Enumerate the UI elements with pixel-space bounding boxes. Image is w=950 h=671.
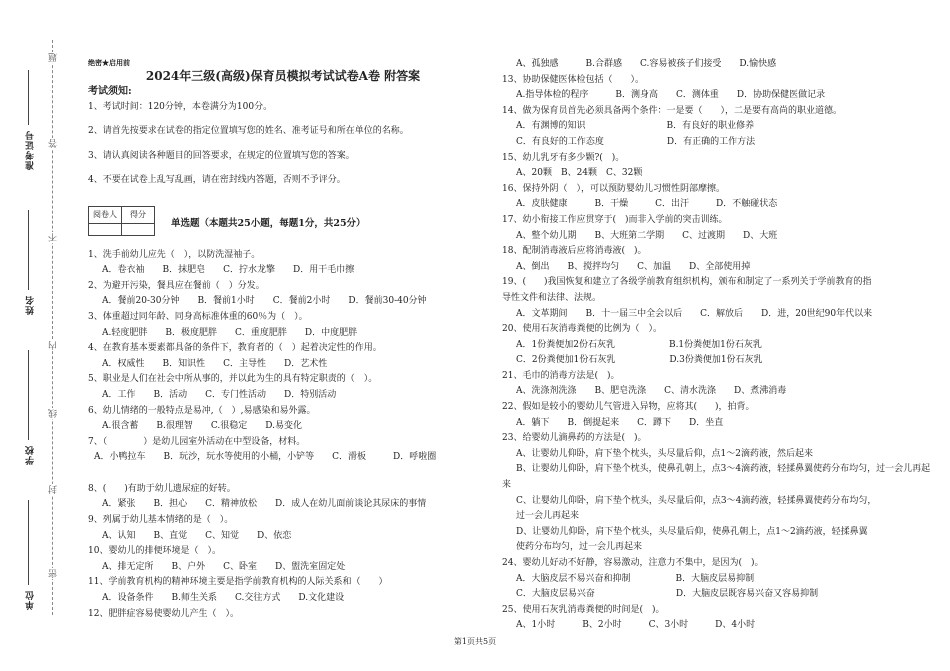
question: 12、肥胖症容易使婴幼儿产生（ ）。 bbox=[88, 608, 239, 619]
notes-heading: 考试须知: bbox=[88, 86, 132, 97]
exam-number-label: 准考证号 bbox=[26, 130, 36, 170]
question-option-continued: 使药分布均匀，过一会儿再起来 bbox=[516, 542, 643, 553]
question: 21、毛巾的消毒方法是( )。 bbox=[502, 370, 620, 381]
question-options: A.很含蓄 B.很理智 C.很稳定 D.易变化 bbox=[102, 421, 303, 432]
question: 6、幼儿情绪的一般特点是易冲,（ ）,易感染和易外露。 bbox=[88, 405, 316, 416]
question-options: A、认知 B、直觉 C、知觉 D、依恋 bbox=[102, 530, 292, 541]
seal-char: 答 bbox=[49, 139, 59, 148]
question-option: D、让婴幼儿仰卧，肩下垫个枕头，头尽量后仰，使鼻孔朝上，点1～2滴药液，轻揉鼻翼 bbox=[516, 526, 868, 537]
left-column bbox=[88, 58, 478, 622]
score-label: 得分 bbox=[122, 206, 155, 223]
grader-label: 阅卷人 bbox=[89, 206, 122, 223]
question: 18、配制消毒液后应将消毒液( )。 bbox=[502, 246, 647, 257]
question: 3、体重超过同年龄、同身高标准体重的60％为（ ）。 bbox=[88, 311, 308, 322]
question: 5、职业是人们在社会中所从事的，并以此为生的具有特定职责的（ ）。 bbox=[88, 374, 378, 385]
question-options: A．工作 B．活动 C．专门性活动 D．特别活动 bbox=[102, 389, 337, 400]
question: 25、使用石灰乳消毒粪便的时间是( )。 bbox=[502, 604, 665, 615]
question: 11、学前教育机构的精神环境主要是指学前教育机构的人际关系和（ ） bbox=[88, 577, 388, 588]
question-options: A、洗涤剂洗涤 B、肥皂洗涤 C、清水洗涤 D、煮沸消毒 bbox=[516, 386, 787, 397]
question: 16、保持外阴（ ），可以预防婴幼儿习惯性阴部摩擦。 bbox=[502, 183, 725, 194]
question: 20、使用石灰消毒粪便的比例为（ ）。 bbox=[502, 324, 662, 335]
question-options: A．紧张 B．担心 C．精神放松 D．成人在幼儿面前谈论其尿床的事情 bbox=[102, 499, 427, 510]
question-continued: 导性文件和法律、法规。 bbox=[502, 292, 602, 303]
question: 15、幼儿乳牙有多少颗?( )。 bbox=[502, 152, 625, 163]
question: 4、在教育基本要素都具备的条件下，教育者的（ ）起着决定性的作用。 bbox=[88, 343, 382, 354]
question-options: A、孤独感 B.合群感 C.容易被孩子们接受 D.愉快感 bbox=[516, 59, 777, 69]
question: 10、婴幼儿的排便环境是（ ）。 bbox=[88, 546, 221, 557]
question-options: C．大脑皮层易兴奋 D．大脑皮层既容易兴奋又容易抑制 bbox=[516, 589, 819, 600]
question-option: C、让婴幼儿仰卧，肩下垫个枕头，头尽量后仰，点3～4滴药液，轻揉鼻翼使药分布均匀， bbox=[516, 495, 877, 506]
question-options: A、倒出 B、搅拌均匀 C、加温 D、全部使用掉 bbox=[516, 261, 751, 272]
seal-char: 题 bbox=[49, 53, 59, 62]
question-options: A．设备条件 B.师生关系 C.交往方式 D.文化建设 bbox=[102, 593, 345, 604]
question-options: A、整个幼儿期 B、大班第二学期 C、过渡期 D、大班 bbox=[516, 230, 778, 241]
binding-margin bbox=[0, 0, 72, 671]
unit-label: 单位 bbox=[26, 590, 36, 610]
question-options: A．小鸭拉车 B．玩沙，玩水等使用的小桶，小铲等 C．滑板 D．呼啦圈 bbox=[94, 452, 437, 463]
seal-char: 线 bbox=[49, 409, 59, 418]
question-options: A．皮肤健康 B．干燥 C．出汗 D．不触碰状态 bbox=[516, 199, 778, 210]
exam-note: 1、考试时间：120分钟，本卷满分为100分。 bbox=[88, 101, 273, 112]
exam-note: 4、不要在试卷上乱写乱画，请在密封线内答题，否则不予评分。 bbox=[88, 175, 346, 186]
name-field[interactable] bbox=[28, 210, 29, 290]
exam-note: 3、请认真阅读各种题目的回答要求，在规定的位置填写您的答案。 bbox=[88, 150, 355, 161]
question-option-continued: 来 bbox=[502, 480, 512, 491]
unit-field[interactable] bbox=[28, 500, 29, 585]
question-options: A．餐前20-30分钟 B．餐前1小时 C．餐前2小时 D．餐前30-40分钟 bbox=[102, 296, 427, 307]
question: 14、做为保育员首先必须具备两个条件：一是要（ ），二是要有高尚的职业道德。 bbox=[502, 105, 842, 116]
question-options: A．权威性 B．知识性 C．主导性 D．艺术性 bbox=[102, 358, 328, 369]
seal-char: 内 bbox=[49, 341, 59, 350]
question: 22、假如是较小的婴幼儿气管进入异物，应将其( )，拍背。 bbox=[502, 402, 755, 413]
question: 2、为避开污染，餐具应在餐前（ ）分发。 bbox=[88, 280, 265, 291]
exam-number-field[interactable] bbox=[28, 70, 29, 125]
question: 19、( )我国恢复和建立了各级学前教育组织机构，颁布和制定了一系列关于学前教育的指 bbox=[502, 277, 872, 288]
question-options: A．卷衣袖 B．抹肥皂 C．拧水龙擎 D．用干毛巾擦 bbox=[102, 265, 355, 276]
question-options: A、20颗 B、24颗 C、32颗 bbox=[516, 168, 643, 179]
question-options: C．2份粪便加1份石灰乳 D.3份粪便加1份石灰乳 bbox=[516, 355, 763, 366]
seal-line bbox=[52, 40, 53, 615]
right-column bbox=[502, 57, 931, 634]
school-field[interactable] bbox=[28, 350, 29, 440]
question-option: B、让婴幼儿仰卧，肩下垫个枕头，使鼻孔朝上，点3～4滴药液，轻揉鼻翼使药分布均匀，过一会儿再起 bbox=[516, 464, 931, 475]
question-options: A．大脑皮层不易兴奋和抑制 B．大脑皮层易抑制 bbox=[516, 573, 755, 584]
name-label: 姓名 bbox=[26, 295, 36, 315]
seal-char: 不 bbox=[49, 233, 59, 242]
question: 24、婴幼儿好动不好静，容易激动，注意力不集中，是因为( )。 bbox=[502, 558, 764, 568]
question-option-continued: 过一会儿再起来 bbox=[516, 511, 580, 522]
question: 1、洗手前幼儿应先（ ），以防洗湿袖子。 bbox=[88, 249, 261, 260]
question: 8、( )有助于幼儿遗尿症的好转。 bbox=[88, 483, 236, 494]
section-header bbox=[88, 198, 478, 240]
question-options: A．躺下 B．倒提起来 C．蹲下 D．坐直 bbox=[516, 417, 724, 428]
question-options: A、1小时 B、2小时 C、3小时 D、4小时 bbox=[516, 620, 756, 631]
score-box bbox=[88, 206, 155, 236]
question-option: A、让婴幼儿仰卧，肩下垫个枕头，头尽量后仰，点1～2滴药液，然后起来 bbox=[516, 448, 813, 459]
question-options: A、排无定所 B、户外 C、卧室 D、盥洗室固定处 bbox=[102, 561, 346, 572]
seal-char: 封 bbox=[49, 485, 59, 494]
section-title: 单选题（本题共25小题，每题1分，共25分） bbox=[171, 217, 366, 229]
question: 13、协助保健医体检包括（ ）。 bbox=[502, 74, 644, 85]
page-footer: 第1页共5页 bbox=[453, 637, 497, 646]
school-label: 学校 bbox=[26, 445, 36, 465]
score-cell[interactable] bbox=[122, 223, 155, 235]
question-options: A．1份粪便加2份石灰乳 B.1份粪便加1份石灰乳 bbox=[516, 339, 762, 350]
question-options: A.轻度肥胖 B．极度肥胖 C．重度肥胖 D．中度肥胖 bbox=[102, 327, 358, 338]
seal-char: 密 bbox=[49, 569, 59, 578]
question-options: A．有渊博的知识 B．有良好的职业修养 bbox=[516, 121, 755, 132]
question-options: A.指导体检的程序 B．测身高 C．测体重 D．协助保健医做记录 bbox=[516, 90, 826, 101]
question: 23、给婴幼儿滴鼻药的方法是( )。 bbox=[502, 433, 647, 444]
page-title: 2024年三级(高级)保育员模拟考试试卷A卷 附答案 bbox=[145, 69, 421, 83]
question: 17、幼小衔接工作应贯穿于( )而非入学前的突击训练。 bbox=[502, 214, 728, 225]
question: 9、列属于幼儿基本情绪的是（ ）。 bbox=[88, 515, 234, 526]
secret-note: 绝密★启用前 bbox=[88, 58, 130, 67]
exam-note: 2、请首先按要求在试卷的指定位置填写您的姓名、准考证号和所在单位的名称。 bbox=[88, 126, 409, 137]
question-options: C．有良好的工作态度 D．有正确的工作方法 bbox=[516, 136, 756, 147]
question: 7、（ ）是幼儿园室外活动在中型设备，材料。 bbox=[88, 436, 306, 447]
question-options: A．文革期间 B．十一届三中全会以后 C．解放后 D．进，20世纪90年代以来 bbox=[516, 308, 873, 319]
grader-cell[interactable] bbox=[89, 223, 122, 235]
